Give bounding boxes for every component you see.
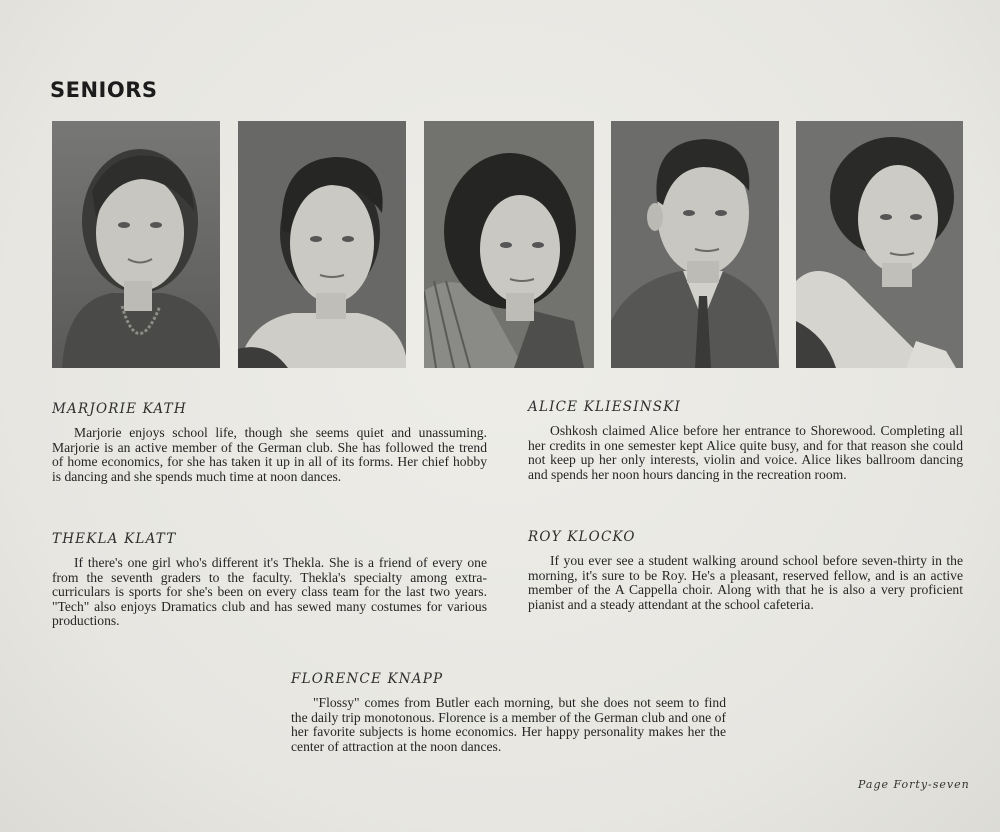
page-number: Page Forty-seven	[858, 778, 970, 791]
senior-entry	[528, 399, 963, 482]
senior-name: ALICE KLIESINSKI	[528, 399, 682, 415]
portrait-photo	[52, 121, 220, 368]
portrait-photo	[424, 121, 594, 368]
portrait-photo	[796, 121, 963, 368]
senior-name: MARJORIE KATH	[52, 401, 187, 417]
senior-name: THEKLA KLATT	[52, 531, 177, 547]
senior-name: ROY KLOCKO	[528, 529, 636, 545]
senior-bio: Oshkosh claimed Alice before her entrance to Shorewood. Completing all her credits in one semester kept Alice quite busy, and for that reason she could not keep up her only interests, violin and voice. Alice likes ballroom dancing and spends her noon hours dancing in the recreation room.	[528, 423, 963, 482]
senior-entry	[528, 529, 963, 612]
senior-entry	[52, 531, 487, 629]
senior-name: FLORENCE KNAPP	[291, 671, 444, 687]
senior-bio: "Flossy" comes from Butler each morning, but she does not seem to find the daily trip monotonous. Florence is a member of the German club and one of her favorite subjects is home economics. Her happy personality makes her the center of attraction at the noon dances.	[291, 695, 726, 754]
senior-bio: If you ever see a student walking around school before seven-thirty in the morning, it's sure to be Roy. He's a pleasant, reserved fellow, and is an active member of the A Cappella choir. Along with that he is also a very proficient pianist and a steady attendant at the school cafeteria.	[528, 553, 963, 612]
section-title: SENIORS	[50, 78, 158, 102]
senior-entry	[291, 671, 726, 754]
senior-entry	[52, 401, 487, 484]
senior-bio: If there's one girl who's different it's Thekla. She is a friend of every one from the seventh graders to the faculty. Thekla's specialty among extra-curriculars is sports for she's been on every class team for the last two years. "Tech" also enjoys Dramatics club and has sewed many costumes for various productions.	[52, 555, 487, 629]
portrait-photo	[238, 121, 406, 368]
senior-bio: Marjorie enjoys school life, though she seems quiet and unassuming. Marjorie is an active member of the German club. She has followed the trend of home economics, for she has taken it up in all of its forms. Her chief hobby is dancing and she spends much time at noon dances.	[52, 425, 487, 484]
portrait-photo	[611, 121, 779, 368]
